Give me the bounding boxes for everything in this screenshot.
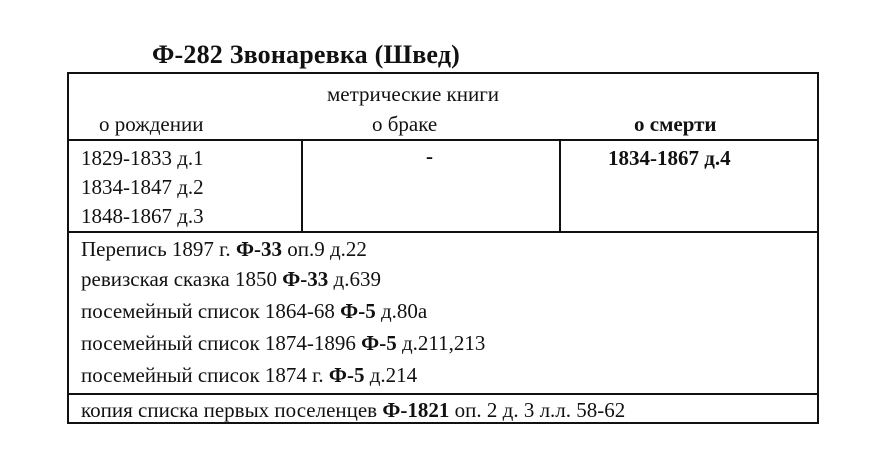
record-line: посемейный список 1864-68 Ф-5 д.80а xyxy=(81,299,428,323)
birth-entry: 1834-1847 д.2 xyxy=(81,175,204,199)
record-line: посемейный список 1874-1896 Ф-5 д.211,213 xyxy=(81,331,486,355)
birth-entry: 1848-1867 д.3 xyxy=(81,204,204,228)
record-line: посемейный список 1874 г. Ф-5 д.214 xyxy=(81,363,418,387)
birth-entry: 1829-1833 д.1 xyxy=(81,146,204,170)
marriage-entry: - xyxy=(426,144,433,168)
death-entry: 1834-1867 д.4 xyxy=(608,146,731,170)
record-line: Перепись 1897 г. Ф-33 оп.9 д.22 xyxy=(81,237,367,261)
page-title: Ф-282 Звонаревка (Швед) xyxy=(152,40,461,69)
footer-line: копия списка первых поселенцев Ф-1821 оп. 2 д. 3 л.л. 58-62 xyxy=(81,398,626,422)
header-divider xyxy=(69,139,817,141)
column-divider-2 xyxy=(559,139,561,231)
header-marriage: о браке xyxy=(372,112,438,136)
footer-divider xyxy=(69,393,817,395)
section-divider xyxy=(69,231,817,233)
archive-table xyxy=(67,72,819,424)
header-death: о смерти xyxy=(634,112,717,136)
header-birth: о рождении xyxy=(99,112,204,136)
header-metric-books: метрические книги xyxy=(327,82,500,106)
column-divider-1 xyxy=(301,139,303,231)
record-line: ревизская сказка 1850 Ф-33 д.639 xyxy=(81,267,381,291)
